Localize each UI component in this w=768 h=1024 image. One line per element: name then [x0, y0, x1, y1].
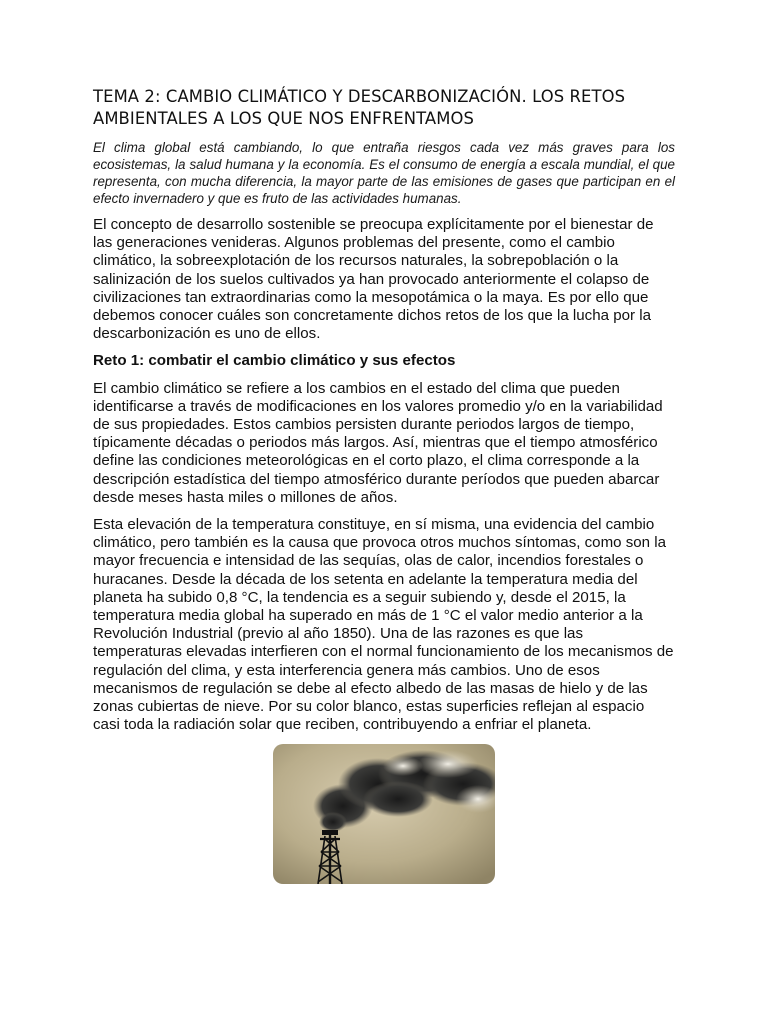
smokestack-illustration [273, 744, 495, 884]
section-heading: Reto 1: combatir el cambio climático y sus efectos [93, 352, 456, 370]
section-paragraph-1: El cambio climático se refiere a los cambios en el estado del clima que pueden identificarse a través de modificaciones en los valores promedio y/o en la variabilidad de sus propiedades. Estos cambios persisten durante periodos largos de tiempo, típicamente décadas o periodos más largos. Así, mientras que el tiempo atmosférico define las condiciones meteorológicas en el corto plazo, el clima corresponde a la descripción estadística del tiempo atmosférico durante períodos que pueden abarcar desde meses hasta miles o millones de años. [93, 379, 663, 506]
document-body [93, 86, 675, 743]
smokestack-photo [273, 744, 495, 884]
lead-paragraph: El clima global está cambiando, lo que entraña riesgos cada vez más graves para los ecosistemas, la salud humana y la economía. Es el consumo de energía a escala mundial, el que representa, con mucha diferencia, la mayor parte de las emisiones de gases que participan en el efecto invernadero y que es fruto de las actividades humanas. [93, 140, 675, 206]
section-paragraph-2: Esta elevación de la temperatura constituye, en sí misma, una evidencia del cambio climático, pero también es la causa que provoca otros muchos síntomas, como son la mayor frecuencia e intensidad de las sequías, olas de calor, incendios forestales o huracanes. Desde la década de los setenta en adelante la temperatura media del planeta ha subido 0,8 °C, la tendencia es a seguir subiendo y, desde el 2015, la temperatura media global ha superado en más de 1 °C el valor medio anterior a la Revolución Industrial (previo al año 1850). Una de las razones es que las temperaturas elevadas interfieren con el normal funcionamiento de los mecanismos de regulación del clima, y esta interferencia genera más cambios. Uno de esos mecanismos de regulación se debe al efecto albedo de las masas de hielo y de las zonas cubiertas de nieve. Por su color blanco, estas superficies reflejan al espacio casi toda la radiación solar que reciben, contribuyendo a enfriar el planeta. [93, 516, 674, 734]
document-title: TEMA 2: CAMBIO CLIMÁTICO Y DESCARBONIZACIÓN. LOS RETOS AMBIENTALES A LOS QUE NOS ENFRENTAMOS [93, 87, 626, 128]
intro-paragraph: El concepto de desarrollo sostenible se preocupa explícitamente por el bienestar de las generaciones venideras. Algunos problemas del presente, como el cambio climático, la sobreexplotación de los recursos naturales, la sobrepoblación o la salinización de los suelos cultivados ya han provocado anteriormente el colapso de civilizaciones tan extraordinarias como la mesopotámica o la maya. Es por ello que debemos conocer cuáles son concretamente dichos retos de los que la lucha por la descarbonización es uno de ellos. [93, 216, 654, 343]
